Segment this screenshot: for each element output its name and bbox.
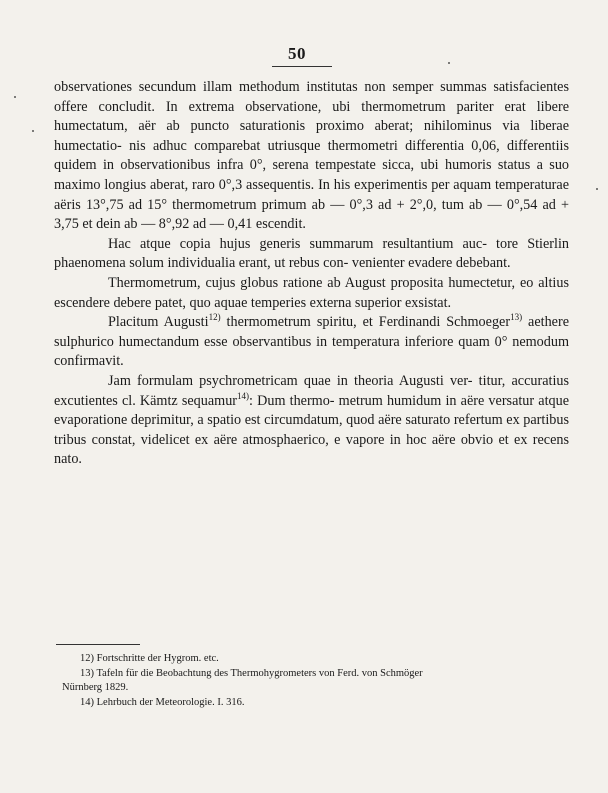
footnote-12 — [62, 652, 574, 667]
text-line: Thermometrum, cujus globus ratione ab August proposita — [108, 274, 444, 291]
scan-speck — [14, 96, 16, 98]
footnote-14 — [62, 696, 574, 711]
footnote-ref-14[interactable]: 14) — [237, 390, 250, 401]
footnote-text: Lehrbuch der Meteorologie. I. 316. — [96, 696, 245, 708]
page-number-rule — [272, 66, 332, 67]
paragraph-1 — [54, 78, 569, 235]
footnote-number: 14) — [80, 696, 94, 708]
text-line: 13°,75 ad 15° thermometrum primum ab — 0°,3 ad + 2°,0, tum ab — [85, 196, 483, 213]
paragraph-3 — [54, 274, 569, 313]
scan-speck — [32, 130, 34, 132]
text-line: sicca, ubi humoris status a suo maximo longius aberat, raro 0°,3 — [54, 157, 570, 193]
footnote-13 — [62, 667, 574, 696]
paragraph-2 — [54, 235, 569, 274]
text-line: differentiis quidem in observationibus infra 0°, serena tempestate — [54, 137, 569, 174]
page-number: 50 — [288, 44, 306, 63]
scan-speck — [448, 62, 450, 64]
body-text — [54, 78, 569, 470]
text-line: assequentis. In his experimentis per aquam temperaturae aëris — [54, 176, 570, 213]
paragraph-text: : Dum thermo- metrum humidum in aëre versatur atque evaporatione deprimitur, a spatio est circumdatum, quod aëre saturato refertum ex partibus tribus constat, videlicet ex aëre atmosphaerico, e vapore in hoc aëre obvio et ex recens nato. — [54, 392, 569, 468]
text-line: ubi thermometrum pariter erat libere humectatum, aër ab puncto — [54, 98, 570, 135]
footnote-continuation: Nürnberg 1829. — [62, 682, 129, 693]
footnote-ref-12[interactable]: 12) — [208, 312, 221, 323]
paragraph-4 — [54, 313, 569, 372]
text-line: observationes secundum illam methodum institutas non semper — [54, 79, 434, 95]
text-line: venienter evadere debebant. — [351, 255, 511, 272]
footnote-text: Fortschritte der Hygrom. etc. — [96, 653, 219, 664]
paragraph-text: Placitum Augusti — [108, 314, 209, 331]
text-line: externa superior exsistat. — [309, 294, 452, 311]
paragraph-text: aethere sulphurico humectandum esse observantibus in temperatura inferiore quam 0° nemodum confirmavit. — [54, 314, 569, 370]
text-line: nis adhuc comparebat utriusque thermometri differentia 0,06, — [129, 137, 500, 154]
text-line: tore Stierlin phaenomena solum individualia erant, ut rebus con- — [54, 235, 569, 272]
footnote-ref-13[interactable]: 13) — [510, 312, 523, 323]
footnotes — [62, 652, 574, 710]
text-line: Hac atque copia hujus generis summarum resultantium auc- — [108, 235, 487, 252]
footnote-number: 12) — [80, 653, 94, 664]
paragraph-5 — [54, 372, 569, 470]
text-line: saturationis proximo aberat; nihilominus via liberae humectatio- — [54, 118, 569, 154]
paragraph-text: thermometrum spiritu, et Ferdinandi Schmoeger — [220, 314, 511, 331]
paragraph-text: Jam formulam psychrometricam quae in theoria Augusti ver- titur, accuratius excutientes cl. Kämtz sequamur — [54, 372, 569, 409]
text-line: summas satisfacientes offere concludit. In extrema observatione, — [54, 79, 569, 115]
scan-speck — [596, 188, 598, 190]
footnote-number: 13) — [80, 667, 94, 679]
text-line: humectetur, eo altius escendere debere patet, quo aquae temperies — [54, 274, 569, 311]
footnote-text: Tafeln für die Beobachtung des Thermohygrometers von Ferd. von Schmöger — [96, 667, 423, 679]
footnote-divider — [56, 644, 140, 645]
text-line: — 0°,54 ad + 3,75 et dein ab — 8°,92 ad — 0,41 escendit. — [54, 196, 570, 233]
